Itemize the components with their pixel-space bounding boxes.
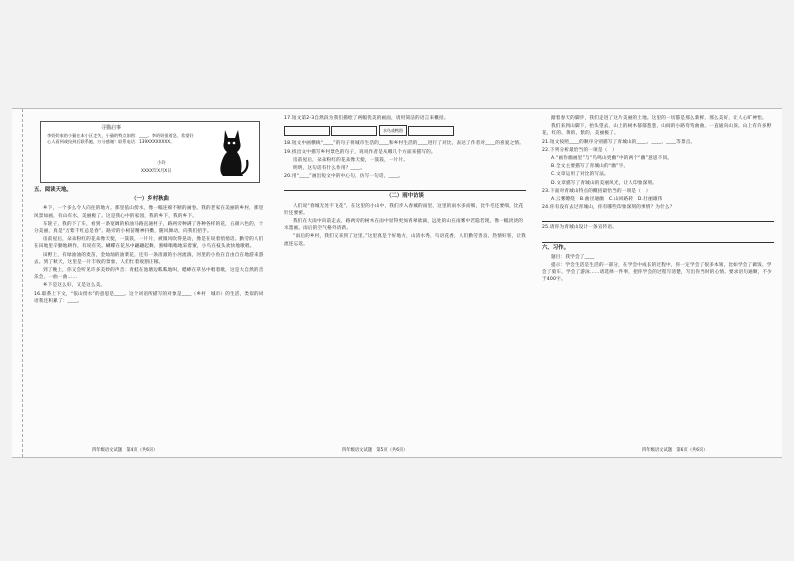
answer-line[interactable]	[284, 182, 526, 191]
paragraph: 房前屋后，朵朵粉红的花朵像天使，一簇簇，一片片，被微风吹得晃动，像是在说着悄悄话。勤劳的人们在田地里辛勤地耕作，有说有笑。蝴蝶在花丛中翩翩起舞，蜜蜂嗡嗡地采着蜜，小鸟在枝头欢快地歌唱。	[34, 237, 264, 250]
question-19: 19.找出文中描写乡村景色的句子，说说作者是从哪几个方面来描写的。	[284, 149, 436, 155]
paragraph: 踏着春天的脚步，我们走进了这片美丽的土地。这里的一切都是那么新鲜，那么美好，让人心旷神怡。	[551, 116, 767, 121]
page-footer: 四年级语文试题 第5页（共6页）	[342, 448, 408, 453]
quoted-question: 明明，这句话有什么作用？____。	[293, 166, 366, 172]
notice-title: 寻猫启事	[101, 125, 122, 131]
option: B.全文主要描写了青城山的“幽”字。	[551, 164, 629, 170]
notice-signer: 小玲	[157, 161, 166, 166]
paragraph: 田野上，有绿油油的麦苗，金灿灿的油菜花，还有一条清澈的小河流淌，河里的小鱼在自由自在地游来游去。到了秋天，这里是一片丰收的景象，人们忙着收割庄稼。	[34, 252, 264, 265]
answer-boxes	[284, 125, 526, 136]
question-23: 23.下面对青城山特点的概括最恰当的一项是（ ）	[542, 188, 651, 194]
binding-edge	[12, 109, 23, 457]
page-footer: 四年级语文试题 第6页（共6页）	[642, 448, 708, 453]
option: A.“画作幽画里”与“鸟鸣山更幽”中的两个“幽”意思不同。	[551, 156, 673, 162]
passage-title: （二）雨中访谈	[386, 193, 424, 200]
question-22: 22.下列分析最恰当的一项是（ ）	[542, 147, 618, 153]
section-heading: 五、阅读天地。	[34, 187, 72, 193]
question-21: 21.短文按照____的顺序分别描写了青城山的____、____、____等景点。	[542, 139, 696, 145]
question-20: 20.用“____”画出短文中的中心句，仿写一句话，____。	[284, 174, 404, 180]
option: C.文章运用了对比的写法。	[551, 172, 609, 178]
paragraph: 乡下是这么好，又是这么美。	[43, 283, 106, 289]
answer-line[interactable]	[542, 213, 774, 222]
question-25: 25.请你为青城山设计一条宣传语。	[542, 225, 618, 231]
section-heading: 六、习作。	[542, 244, 569, 251]
quoted-sentence: 房前屋后，朵朵粉红的花朵像天使，一簇簇，一片片。	[293, 157, 409, 163]
options-row: A.云雾缭绕 B.曲径通幽 C.山回路转 D.壮丽雄伟	[551, 197, 663, 203]
answer-box[interactable]	[408, 126, 454, 136]
essay-topic: 题目：我学会了____	[551, 254, 595, 260]
question-16: 16.联系上下文，“依山傍水”的意思是____。这个词语所描写的对象是____（乡村 城市）的生活，类似的词语我还积累了：____。	[34, 291, 264, 304]
paragraph: “雨后的乡村，我们又来到了这里。”这里真是个好地方，山清水秀，鸟语花香，人们勤劳善良，热情好客，让我流连忘返。	[284, 234, 526, 247]
passage-title: （一）乡村秋曲	[131, 196, 169, 203]
page-4-column	[34, 115, 266, 433]
answer-line[interactable]	[542, 234, 774, 243]
page-5-column	[284, 115, 526, 433]
answer-box[interactable]	[284, 126, 330, 136]
notice-body: 李奶奶家的小猫在本小区走失，小猫的特点如图：____。李奶奶很着急，希望好心人看到或捡到后联系她，万分感谢！联系电话：139XXXXXXXX。	[47, 133, 194, 145]
page-footer: 四年级语文试题 第4页（共6页）	[92, 448, 158, 453]
question-18: 18.短文中画横线“____”的句子将城市生活的____和乡村生活的____进行了对比，表达了作者对____的喜爱之情。	[284, 141, 524, 147]
answer-box[interactable]	[331, 126, 377, 136]
paragraph: 到了晚上，你又会听见许多美妙的声音：青蛙在池塘边呱呱地叫，蟋蟀在草丛中唱着歌，这是大自然的音乐会，一曲一曲……	[34, 268, 264, 281]
lost-cat-notice	[40, 121, 260, 183]
question-17: 17.短文第2-3自然段为我们描绘了两幅优美的画面，请用简洁的语言来概括。	[284, 116, 449, 121]
black-cat-icon	[213, 126, 251, 180]
question-24: 24.你有没有去过青城山，你有哪些印象深刻的事情？为什么？	[542, 205, 675, 211]
paragraph: 乡下，一个多么令人向往的地方。那里依山傍水，像一幅连绵不断的画卷。我的老家在美丽的乡村，那里风景如画，有山有水，美丽极了。这是我心中的家园，我的乡下，我的乡下。	[34, 206, 264, 219]
paragraph: 人们说“春城无处不飞花”，在这里的小山中，我们步入春城的雨里，这里的雨水多而细，比牛毛还要细，比花针还要密。	[284, 203, 524, 216]
box-label: 水乌戏鸭图	[379, 125, 407, 136]
notice-date: XXXX年X月X日	[141, 169, 172, 174]
paragraph: 车轮子，我的下了车，看到一条宽阔的柏油马路直通村子，路两旁种满了各种各样的花，五颜六色的，十分美丽，真是“万紫千红总是春”。路旁的小树苗精神抖擞，随风舞动，向我们招手。	[34, 221, 264, 235]
option: D.文章描写了青城山的美丽风光，让人印象深刻。	[551, 180, 658, 186]
exam-sheet	[12, 108, 782, 458]
paragraph: 我们在大雨中向前走去，路两旁的树木在雨中显得更加青翠欲滴，远处的山在雨雾中若隐若现，像一幅淡淡的水墨画。雨后的空气格外清新。	[284, 219, 524, 232]
page-6-column	[542, 115, 774, 433]
essay-hint: 提示：学会生活是生活的一部分，在学会中成长的过程中，你一定学会了很多本领，比如学会了做饭、学会了骑车、学会了游泳……请选择一件事，把你学会的过程写清楚，写出你当时的心情。要求语句通顺，不少于400字。	[542, 263, 773, 283]
paragraph: 我们来到山脚下，抬头望去，山上的树木郁郁葱葱，山间的小路弯弯曲曲，一直通向山顶。山上有许多野花，红的、黄的、紫的，美丽极了。	[542, 124, 772, 137]
